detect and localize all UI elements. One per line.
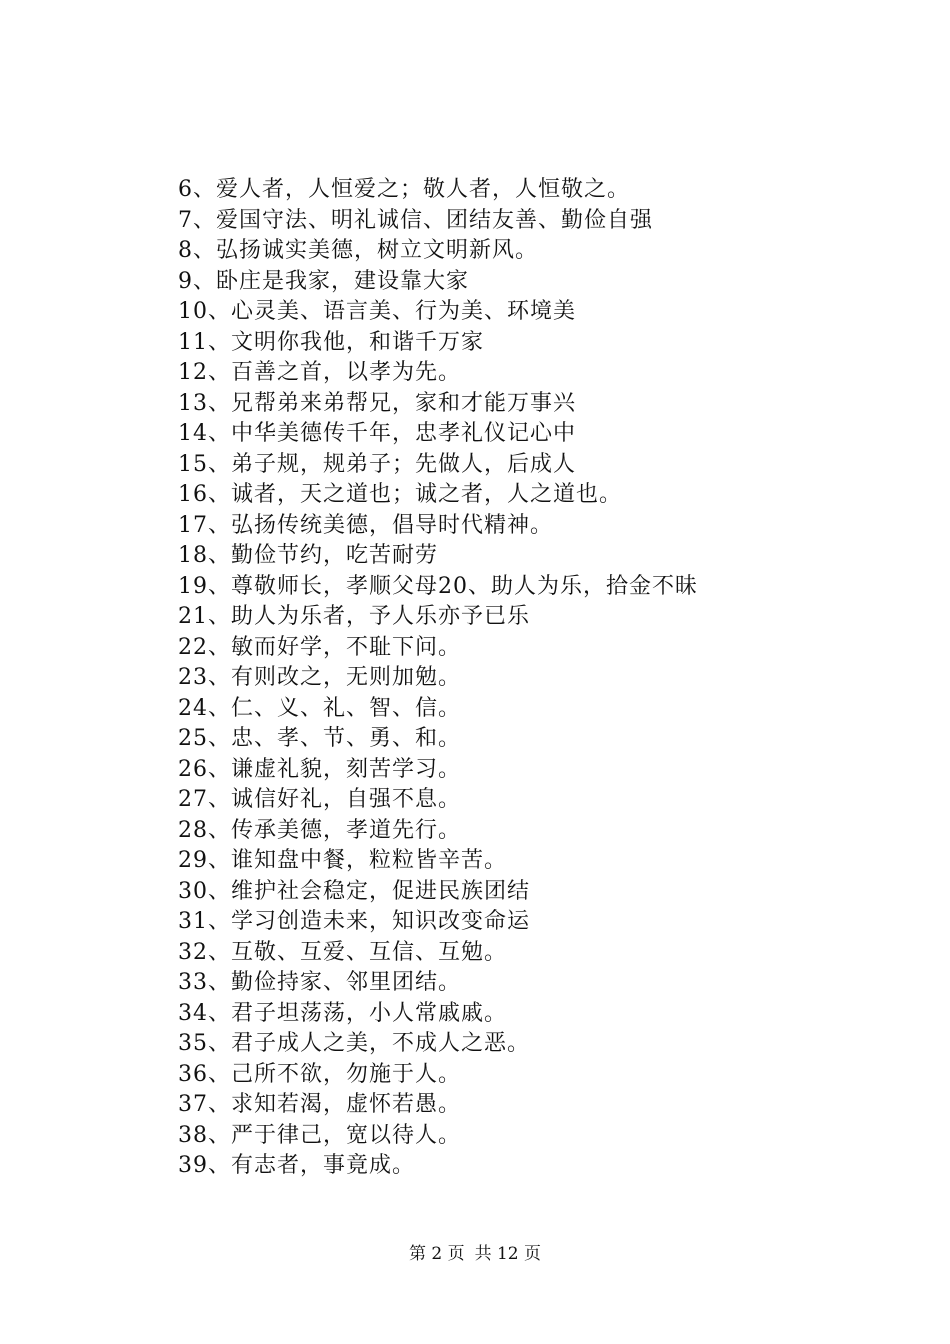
list-item: 27、诚信好礼，自强不息。 bbox=[178, 787, 461, 812]
list-item: 35、君子成人之美，不成人之恶。 bbox=[178, 1031, 530, 1056]
list-item: 21、助人为乐者，予人乐亦予已乐 bbox=[178, 604, 530, 629]
list-item: 32、互敬、互爱、互信、互勉。 bbox=[178, 939, 507, 965]
list-item: 6、爱人者，人恒爱之；敬人者，人恒敬之。 bbox=[178, 177, 630, 202]
list-item: 14、中华美德传千年，忠孝礼仪记心中 bbox=[178, 421, 576, 446]
list-item: 16、诚者，天之道也；诚之者，人之道也。 bbox=[178, 482, 622, 507]
page-number: 第 2 页 bbox=[408, 1244, 465, 1264]
list-item: 9、卧庄是我家，建设靠大家 bbox=[178, 268, 469, 294]
list-item: 11、文明你我他，和谐千万家 bbox=[178, 329, 484, 355]
list-item: 18、勤俭节约，吃苦耐劳 bbox=[178, 543, 438, 568]
list-item: 7、爱国守法、明礼诚信、团结友善、勤俭自强 bbox=[178, 207, 653, 233]
page-total: 共 12 页 bbox=[474, 1244, 542, 1264]
list-item: 34、君子坦荡荡，小人常戚戚。 bbox=[178, 1000, 507, 1026]
list-item: 17、弘扬传统美德，倡导时代精神。 bbox=[178, 512, 553, 538]
list-item: 12、百善之首，以孝为先。 bbox=[178, 360, 461, 385]
list-item: 38、严于律己，宽以待人。 bbox=[178, 1122, 461, 1148]
list-item: 25、忠、孝、节、勇、和。 bbox=[178, 726, 461, 751]
list-item: 33、勤俭持家、邻里团结。 bbox=[178, 970, 461, 995]
page-footer bbox=[0, 1242, 950, 1266]
list-item: 15、弟子规，规弟子；先做人，后成人 bbox=[178, 451, 576, 477]
list-item: 30、维护社会稳定，促进民族团结 bbox=[178, 878, 530, 904]
list-item: 39、有志者，事竟成。 bbox=[178, 1153, 415, 1178]
list-item: 29、谁知盘中餐，粒粒皆辛苦。 bbox=[178, 848, 507, 873]
list-item: 22、敏而好学，不耻下问。 bbox=[178, 634, 461, 660]
list-item: 8、弘扬诚实美德，树立文明新风。 bbox=[178, 238, 538, 263]
list-item: 10、心灵美、语言美、行为美、环境美 bbox=[178, 299, 576, 324]
list-item: 31、学习创造未来，知识改变命运 bbox=[178, 909, 530, 934]
list-item: 13、兄帮弟来弟帮兄，家和才能万事兴 bbox=[178, 390, 576, 416]
list-item: 36、己所不欲，勿施于人。 bbox=[178, 1061, 461, 1087]
list-item: 37、求知若渴，虚怀若愚。 bbox=[178, 1092, 461, 1117]
list-item: 19、尊敬师长，孝顺父母20、助人为乐，拾金不昧 bbox=[178, 573, 698, 599]
list-item: 28、传承美德，孝道先行。 bbox=[178, 817, 461, 843]
list-item: 26、谦虚礼貌，刻苦学习。 bbox=[178, 756, 461, 782]
slogan-list bbox=[178, 175, 918, 1182]
list-item: 24、仁、义、礼、智、信。 bbox=[178, 695, 461, 721]
list-item: 23、有则改之，无则加勉。 bbox=[178, 665, 461, 690]
